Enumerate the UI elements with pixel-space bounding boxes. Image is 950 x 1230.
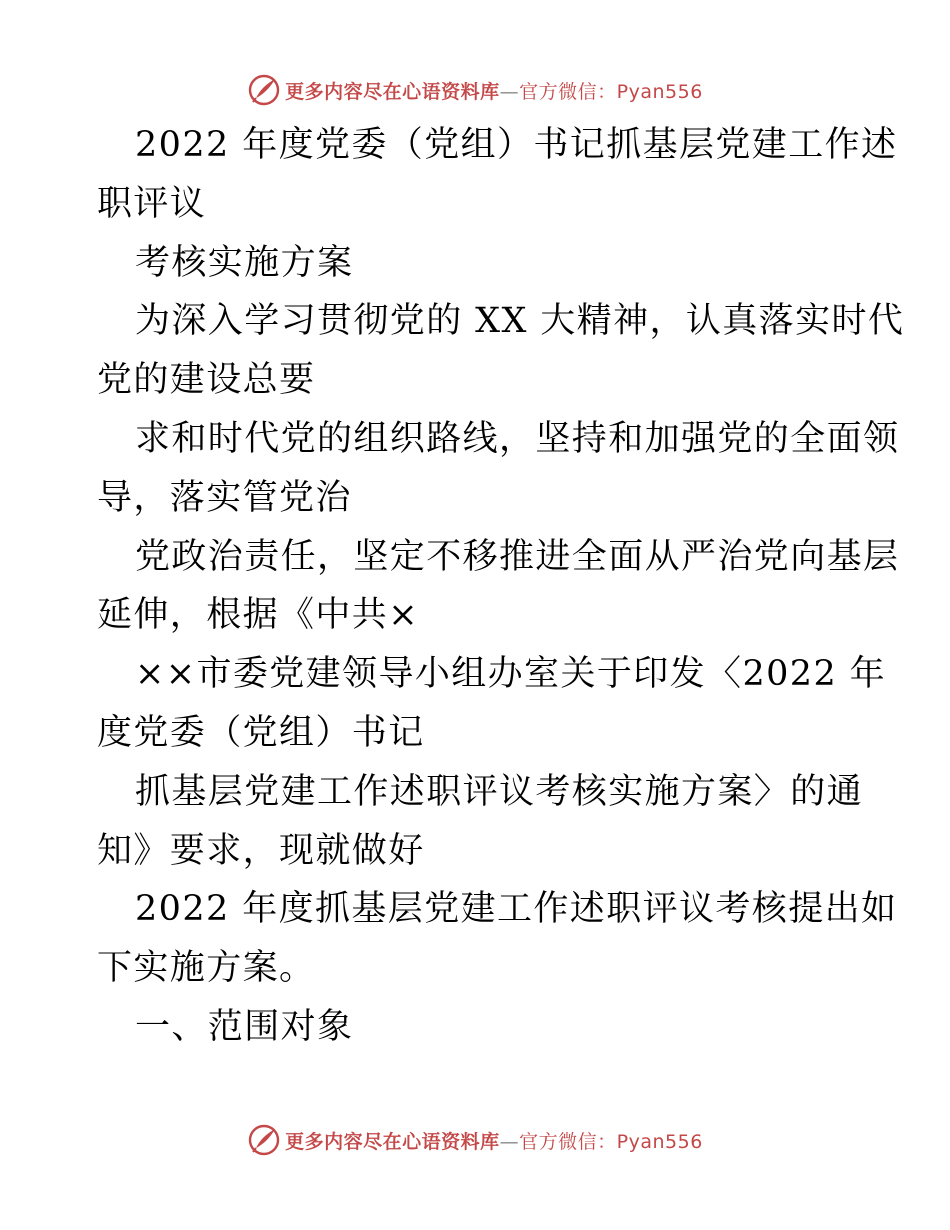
- footer-watermark: [0, 1120, 950, 1160]
- watermark-text: [285, 77, 703, 104]
- feather-pen-logo-icon: [247, 1123, 281, 1157]
- document-body: [97, 116, 905, 1057]
- document-line: 2022 年度抓基层党建工作述职评议考核提出如: [135, 889, 898, 930]
- header-watermark: [0, 70, 950, 110]
- document-line: 为深入学习贯彻党的 XX 大精神，认真落实时代: [135, 301, 905, 342]
- document-line: 下实施方案。: [97, 948, 316, 989]
- document-line: 知》要求，现就做好: [97, 830, 425, 871]
- watermark-text: [285, 1127, 703, 1154]
- document-line: 党政治责任，坚定不移推进全面从严治党向基层: [135, 536, 900, 577]
- document-line: 党的建设总要: [97, 360, 316, 401]
- document-line: 2022 年度党委（党组）书记抓基层党建工作述: [135, 125, 898, 165]
- watermark-wechat: 官方微信：Pyan556: [519, 80, 703, 103]
- document-line: 求和时代党的组织路线，坚持和加强党的全面领: [135, 418, 900, 459]
- document-line: 延伸，根据《中共×: [97, 595, 419, 636]
- watermark-site: 更多内容尽在心语资料库: [285, 1130, 500, 1153]
- document-line: 导，落实管党治: [97, 477, 352, 518]
- document-line: 考核实施方案: [135, 242, 354, 283]
- document-line: 职评议: [97, 183, 207, 224]
- document-line: 一、范围对象: [135, 1006, 354, 1047]
- watermark-dash: —: [499, 1130, 520, 1153]
- document-line: 度党委（党组）书记: [97, 712, 425, 753]
- document-line: ××市委党建领导小组办室关于印发〈2022 年: [135, 654, 887, 695]
- watermark-site: 更多内容尽在心语资料库: [285, 80, 500, 103]
- feather-pen-logo-icon: [247, 73, 281, 107]
- watermark-dash: —: [499, 80, 520, 103]
- watermark-wechat: 官方微信：Pyan556: [519, 1130, 703, 1153]
- document-line: 抓基层党建工作述职评议考核实施方案〉的通: [135, 771, 864, 812]
